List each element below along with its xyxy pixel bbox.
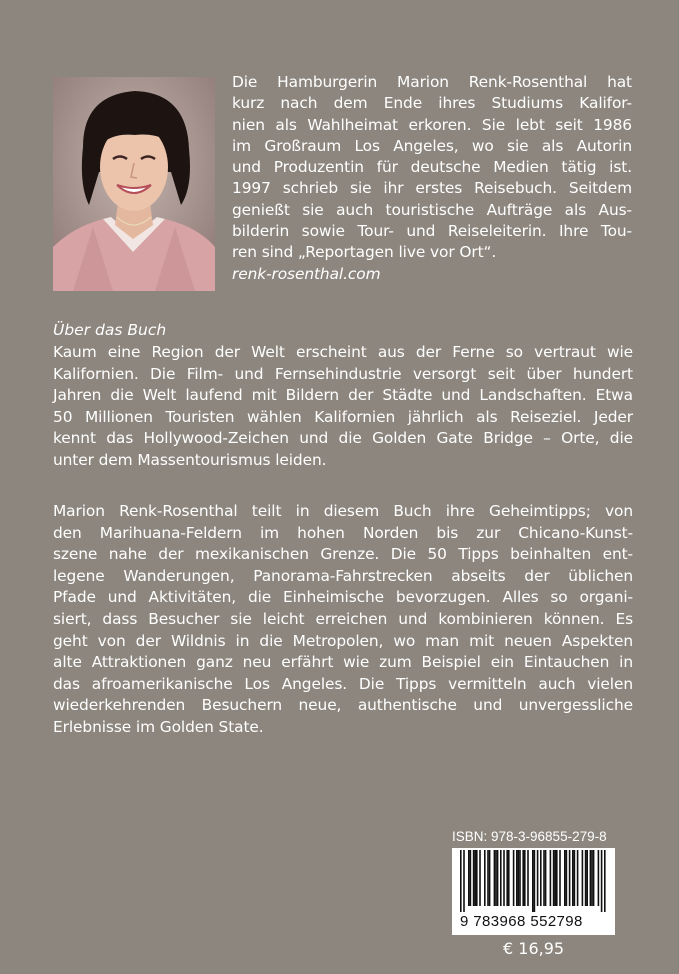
bio-line: bilderin sowie Tour- und Reiseleiterin. Ihre Tou-	[232, 222, 632, 241]
barcode-bar	[540, 850, 542, 906]
barcode-bar	[522, 850, 524, 906]
paragraph-line: kennt das Hollywood-Zeichen und die Golden Gate Bridge – Orte, die	[53, 429, 633, 448]
price: € 16,95	[503, 939, 565, 958]
bio-line: nien als Wahlheimat erkoren. Sie lebt seit 1986	[232, 115, 632, 134]
paragraph-line: geht von der Wildnis in die Metropolen, wo man mit neuen Aspekten	[53, 631, 633, 650]
barcode-bar	[569, 850, 571, 906]
paragraph-line: Marion Renk-Rosenthal teilt in diesem Buch ihre Geheimtipps; von	[53, 502, 633, 520]
barcode-bar	[537, 850, 539, 906]
barcode-bar	[508, 850, 510, 906]
barcode-bar	[534, 850, 536, 912]
paragraph-line: Jahren die Welt laufend mit Bildern der Städte und Landschaften. Etwa	[53, 386, 633, 405]
paragraph-line: alte Attraktionen ganz neu erfährt wie zum Beispiel ein Eintauchen in	[53, 653, 633, 672]
barcode-bar	[484, 850, 486, 906]
barcode-bar	[474, 850, 476, 906]
about-book-heading: Über das Buch	[53, 321, 167, 339]
paragraph-line: legene Wanderungen, Panorama-Fahrstrecken abseits der üblichen	[53, 566, 633, 585]
paragraph-line: Kalifornien. Die Film- und Fernsehindustrie versorgt seit über hundert	[53, 364, 633, 383]
barcode-bar	[489, 850, 491, 906]
author-bio	[232, 72, 632, 285]
bio-line: Die Hamburgerin Marion Renk-Rosenthal hat	[232, 73, 632, 91]
barcode-bar	[473, 850, 475, 906]
barcode-bar	[460, 850, 462, 912]
barcode-bar	[553, 850, 555, 906]
barcode-bar	[604, 850, 606, 912]
barcode-bar	[468, 850, 470, 906]
barcode-bar	[527, 850, 529, 906]
barcode-bar	[497, 850, 499, 906]
barcode-bar	[524, 850, 526, 906]
paragraph-line: Erlebnisse im Golden State.	[53, 717, 264, 736]
paragraph-line: Pfade und Aktivitäten, die Einheimische bevorzugen. Alles so organi-	[53, 588, 633, 607]
barcode-bar	[487, 850, 489, 906]
barcode-bar	[518, 850, 520, 906]
barcode-bar	[559, 850, 561, 906]
paragraph-line: szene nahe der mexikanischen Grenze. Die 50 Tipps beinhalten ent-	[53, 545, 633, 564]
barcode-bar	[516, 850, 518, 906]
barcode-bar	[574, 850, 576, 906]
bio-line: genießt sie auch touristische Aufträge als Aus-	[232, 200, 632, 219]
isbn-label: ISBN: 978-3-96855-279-8	[452, 829, 607, 844]
bio-line: ren sind „Reportagen live vor Ort“.	[232, 243, 497, 262]
barcode-bar	[591, 850, 593, 906]
barcode-bar	[479, 850, 481, 906]
barcode-bar	[582, 850, 584, 906]
barcode-bar	[506, 850, 508, 906]
about-paragraph-2	[53, 501, 633, 739]
author-portrait-illustration	[53, 77, 215, 291]
bio-line: kurz nach dem Ende ihres Studiums Kalifor-	[232, 94, 632, 113]
about-paragraph-1	[53, 342, 633, 472]
barcode-bar	[585, 850, 587, 906]
barcode-bar	[556, 850, 558, 906]
barcode-bar	[601, 850, 603, 912]
paragraph-line: Kaum eine Region der Welt erscheint aus der Ferne so vertraut wie	[53, 343, 633, 361]
barcode-bar	[513, 850, 515, 906]
barcode-bar	[476, 850, 478, 906]
barcode-bar	[543, 850, 545, 906]
barcode-bar	[495, 850, 497, 906]
barcode-bar	[503, 850, 505, 906]
barcode-bar	[494, 850, 496, 906]
barcode-bar	[470, 850, 472, 906]
author-photo	[53, 77, 215, 291]
bio-line: 1997 schrieb sie ihr erstes Reisebuch. Seitdem	[232, 179, 632, 198]
paragraph-line: den Marihuana-Feldern im hohen Norden bis zur Chicano-Kunst-	[53, 523, 633, 542]
barcode-bar	[564, 850, 566, 906]
paragraph-line: siert, dass Besucher sie leicht erreichen und kombinieren können. Es	[53, 609, 633, 628]
barcode-bar	[500, 850, 502, 906]
barcode-bar	[598, 850, 600, 906]
paragraph-line: unter dem Massentourismus leiden.	[53, 450, 327, 469]
barcode	[452, 848, 615, 935]
bio-line: und Produzentin für deutsche Medien tätig ist.	[232, 158, 632, 177]
barcode-bar	[572, 850, 574, 906]
barcode-bar	[577, 850, 579, 906]
paragraph-line: das afroamerikanische Los Angeles. Die Tipps vermitteln auch vielen	[53, 674, 633, 693]
barcode-bar	[463, 850, 465, 912]
barcode-bar	[593, 850, 595, 906]
barcode-bar	[554, 850, 556, 906]
barcode-bar	[590, 850, 592, 906]
paragraph-line: wiederkehrenden Besuchern neue, authentische und unvergessliche	[53, 696, 633, 715]
bio-line: im Großraum Los Angeles, wo sie als Autorin	[232, 136, 632, 155]
barcode-bar	[586, 850, 588, 906]
paragraph-line: 50 Millionen Touristen wählen Kalifornien jährlich als Reiseziel. Jeder	[53, 407, 633, 426]
barcode-bar	[532, 850, 534, 912]
author-website: renk-rosenthal.com	[232, 264, 381, 283]
barcode-bar	[545, 850, 547, 906]
barcode-bar	[550, 850, 552, 906]
barcode-bar	[566, 850, 568, 906]
barcode-bars	[456, 850, 611, 912]
barcode-bar	[519, 850, 521, 906]
barcode-digits: 9 783968 552798	[460, 913, 583, 930]
